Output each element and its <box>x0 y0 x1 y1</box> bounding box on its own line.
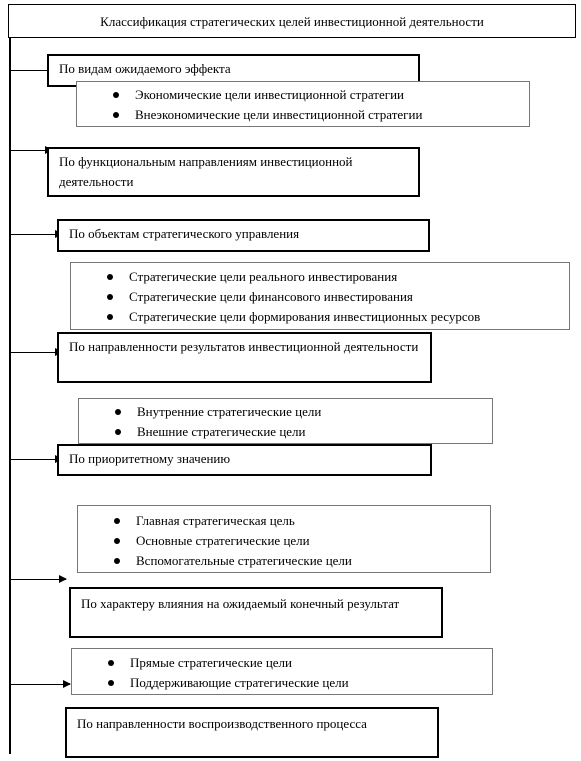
category-list-6 <box>71 648 493 695</box>
diagram-title: Классификация стратегических целей инвестиционной деятельности <box>100 14 484 29</box>
category-box-7 <box>65 707 439 758</box>
list-item: Вспомогательные стратегические цели <box>78 551 490 571</box>
arrow-to-category-3 <box>10 234 62 235</box>
arrow-to-category-2 <box>10 150 52 151</box>
category-label-7: По направленности воспроизводственного процесса <box>77 716 367 731</box>
category-label-1: По видам ожидаемого эффекта <box>59 61 231 76</box>
list-item: Главная стратегическая цель <box>78 511 490 531</box>
category-label-3: По объектам стратегического управления <box>69 226 300 241</box>
category-list-3 <box>70 262 570 330</box>
arrow-to-list-6 <box>10 684 70 685</box>
list-item: Внеэкономические цели инвестиционной стратегии <box>77 105 529 125</box>
category-label-6: По характеру влияния на ожидаемый конечный результат <box>81 596 400 611</box>
arrow-to-category-5 <box>10 459 62 460</box>
arrow-to-category-4 <box>10 352 62 353</box>
list-item: Внутренние стратегические цели <box>79 402 492 422</box>
category-box-3 <box>57 219 430 252</box>
category-list-1 <box>76 81 530 127</box>
category-list-5 <box>77 505 491 573</box>
category-box-6 <box>69 587 443 638</box>
list-item: Стратегические цели формирования инвестиционных ресурсов <box>71 307 569 327</box>
list-item: Поддерживающие стратегические цели <box>72 673 492 693</box>
category-label-4: По направленности результатов инвестиционной деятельности <box>69 339 419 354</box>
list-item: Прямые стратегические цели <box>72 653 492 673</box>
arrow-to-category-6 <box>10 579 66 580</box>
list-item: Основные стратегические цели <box>78 531 490 551</box>
trunk-line <box>9 38 11 754</box>
category-box-4 <box>57 332 432 383</box>
list-item: Стратегические цели финансового инвестирования <box>71 287 569 307</box>
diagram-title-box <box>8 4 576 38</box>
category-list-4 <box>78 398 493 444</box>
list-item: Стратегические цели реального инвестирования <box>71 267 569 287</box>
category-label-2: По функциональным направлениям инвестиционной деятельности <box>59 154 353 189</box>
category-box-5 <box>57 444 432 476</box>
category-label-5: По приоритетному значению <box>69 451 231 466</box>
category-box-2 <box>47 147 420 197</box>
list-item: Экономические цели инвестиционной стратегии <box>77 85 529 105</box>
list-item: Внешние стратегические цели <box>79 422 492 442</box>
